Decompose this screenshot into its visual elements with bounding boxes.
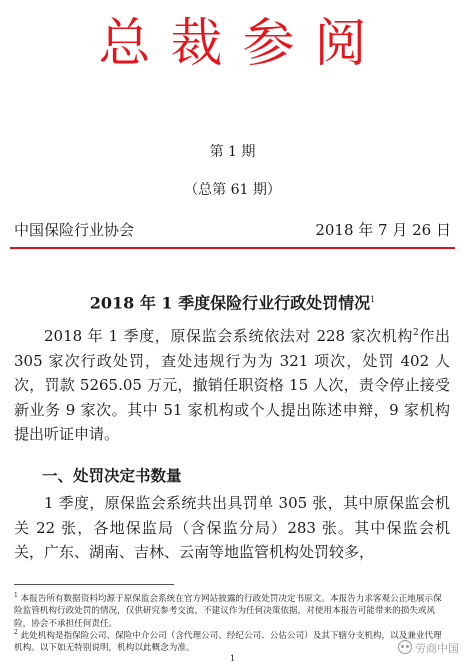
footnote-mark: 2 — [14, 629, 18, 636]
header-divider — [10, 247, 455, 249]
footnote-text: 此处机构是指保险公司、保险中介公司（含代理公司、经纪公司、公估公司）及其下辖分支机构，以及兼业代理机构。以下如无特别说明，机构以此概念为准。 — [14, 630, 442, 654]
footnote-ref: 1 — [370, 295, 376, 304]
masthead-title: 总裁参阅 — [98, 14, 387, 74]
page-number: 1 — [229, 654, 236, 663]
publisher-name: 中国保险行业协会 — [14, 221, 135, 239]
wechat-icon — [398, 640, 412, 654]
issue-total: （总第 61 期） — [184, 182, 281, 198]
paragraph-text: 2018 年 1 季度，原保监会系统依法对 228 家次机构 — [44, 327, 413, 345]
footnote-text: 本报告所有数据资料均源于原保监会系统在官方网站披露的行政处罚决定书原文。本报告力求客观公正地展示保险监管机构行政处罚的情况，仅供研究参考交流，不建议作为任何决策依据，对使用本报告可能带来的损失或风险，协会不承担任何责任。 — [14, 593, 442, 630]
body-paragraph — [14, 321, 450, 447]
footnote-ref: 2 — [412, 328, 419, 338]
footnote — [14, 590, 450, 631]
footnote — [14, 627, 450, 655]
issue-number: 第 1 期 — [209, 144, 256, 160]
footnote-mark: 1 — [14, 592, 18, 599]
section-heading: 一、处罚决定书数量 — [42, 466, 182, 485]
document-title-text: 2018 年 1 季度保险行业行政处罚情况 — [89, 293, 371, 313]
watermark — [398, 640, 459, 656]
paragraph-text: 作出 305 家次行政处罚，查处违规行为为 321 项次，处罚 402 人次，罚款 5265.05 万元，撤销任职资格 15 人次，责令停止接受新业务 9 家次。其中 51 家机构或个人提出陈述申辩，9 家机构提出听证申请。 — [14, 327, 450, 443]
watermark-text: 劳商中国 — [415, 642, 459, 655]
publish-date: 2018 年 7 月 26 日 — [315, 221, 451, 239]
document-title — [0, 289, 465, 314]
footnote-divider — [14, 584, 174, 585]
body-paragraph: 1 季度，原保监会系统共出具罚单 305 张，其中原保监会机关 22 张，各地保监局（含保监分局）283 张。其中保监会机关，广东、湖南、吉林、云南等地监管机构处罚较多， — [14, 494, 450, 561]
